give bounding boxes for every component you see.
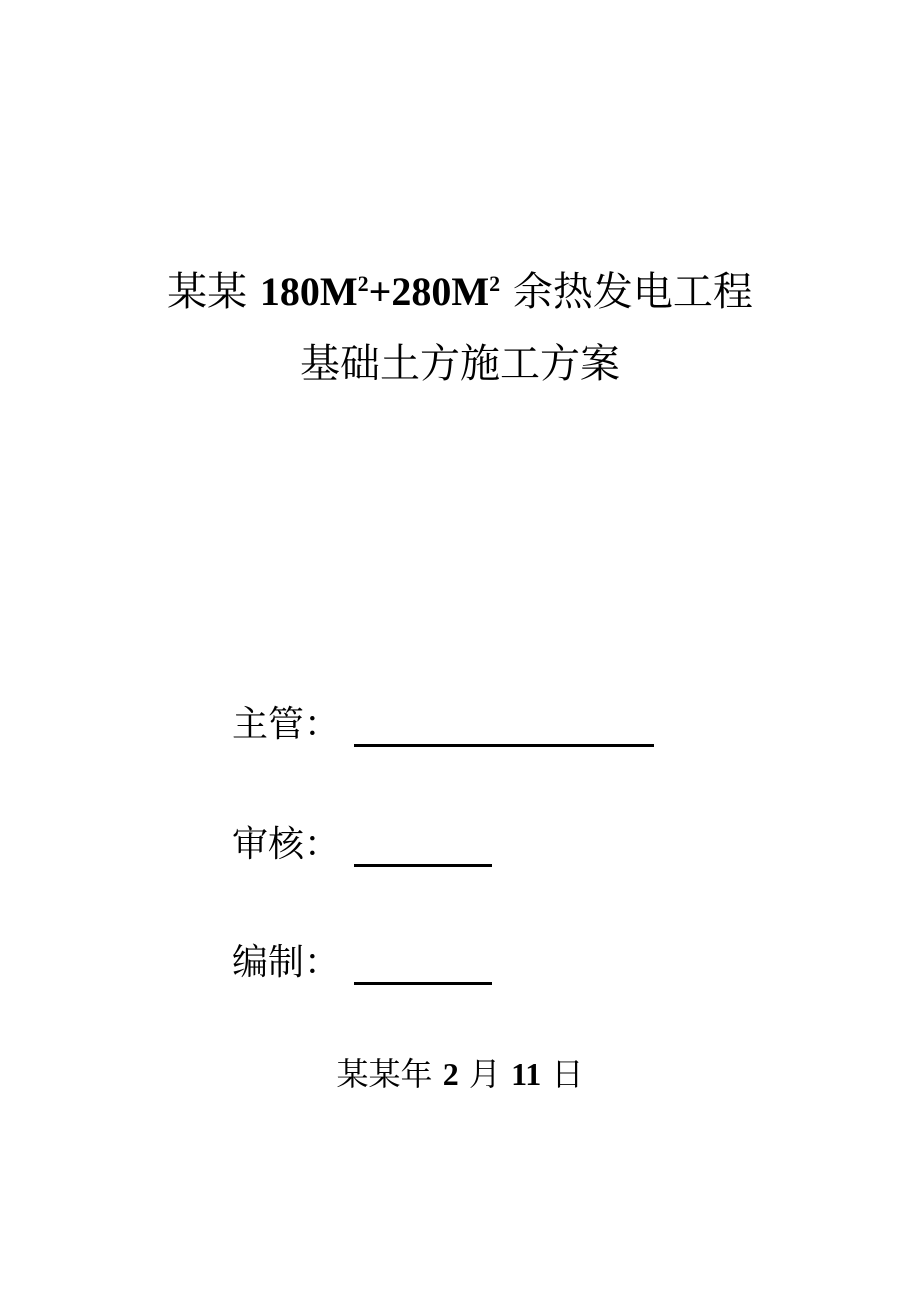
- capacity-1-superscript: 2: [357, 271, 369, 296]
- supervisor-signature-line: [354, 744, 654, 747]
- date-month-unit: 月: [468, 1055, 501, 1093]
- title-suffix: 余热发电工程: [512, 269, 753, 315]
- date-day: 11: [511, 1056, 542, 1092]
- reviewer-signature-line: [354, 864, 492, 867]
- author-label: 编制：: [232, 942, 341, 983]
- author-signature-line: [354, 982, 492, 985]
- supervisor-signature-row: [232, 700, 340, 750]
- date-year: 某某年: [336, 1055, 433, 1093]
- capacity-2-superscript: 2: [489, 271, 501, 296]
- date-day-unit: 日: [551, 1055, 584, 1093]
- capacity-1: 180M: [259, 269, 358, 314]
- document-date: [0, 1052, 920, 1096]
- date-month: 2: [442, 1056, 459, 1092]
- reviewer-signature-row: [232, 820, 340, 870]
- reviewer-label: 审核：: [232, 824, 341, 865]
- capacity-2: 280M: [391, 269, 490, 314]
- author-signature-row: [232, 938, 340, 988]
- plus-sign: +: [368, 269, 392, 314]
- supervisor-label: 主管：: [232, 704, 341, 745]
- plan-title: 基础土方施工方案: [300, 341, 620, 387]
- project-title: [0, 268, 920, 316]
- title-prefix: 某某: [167, 269, 248, 315]
